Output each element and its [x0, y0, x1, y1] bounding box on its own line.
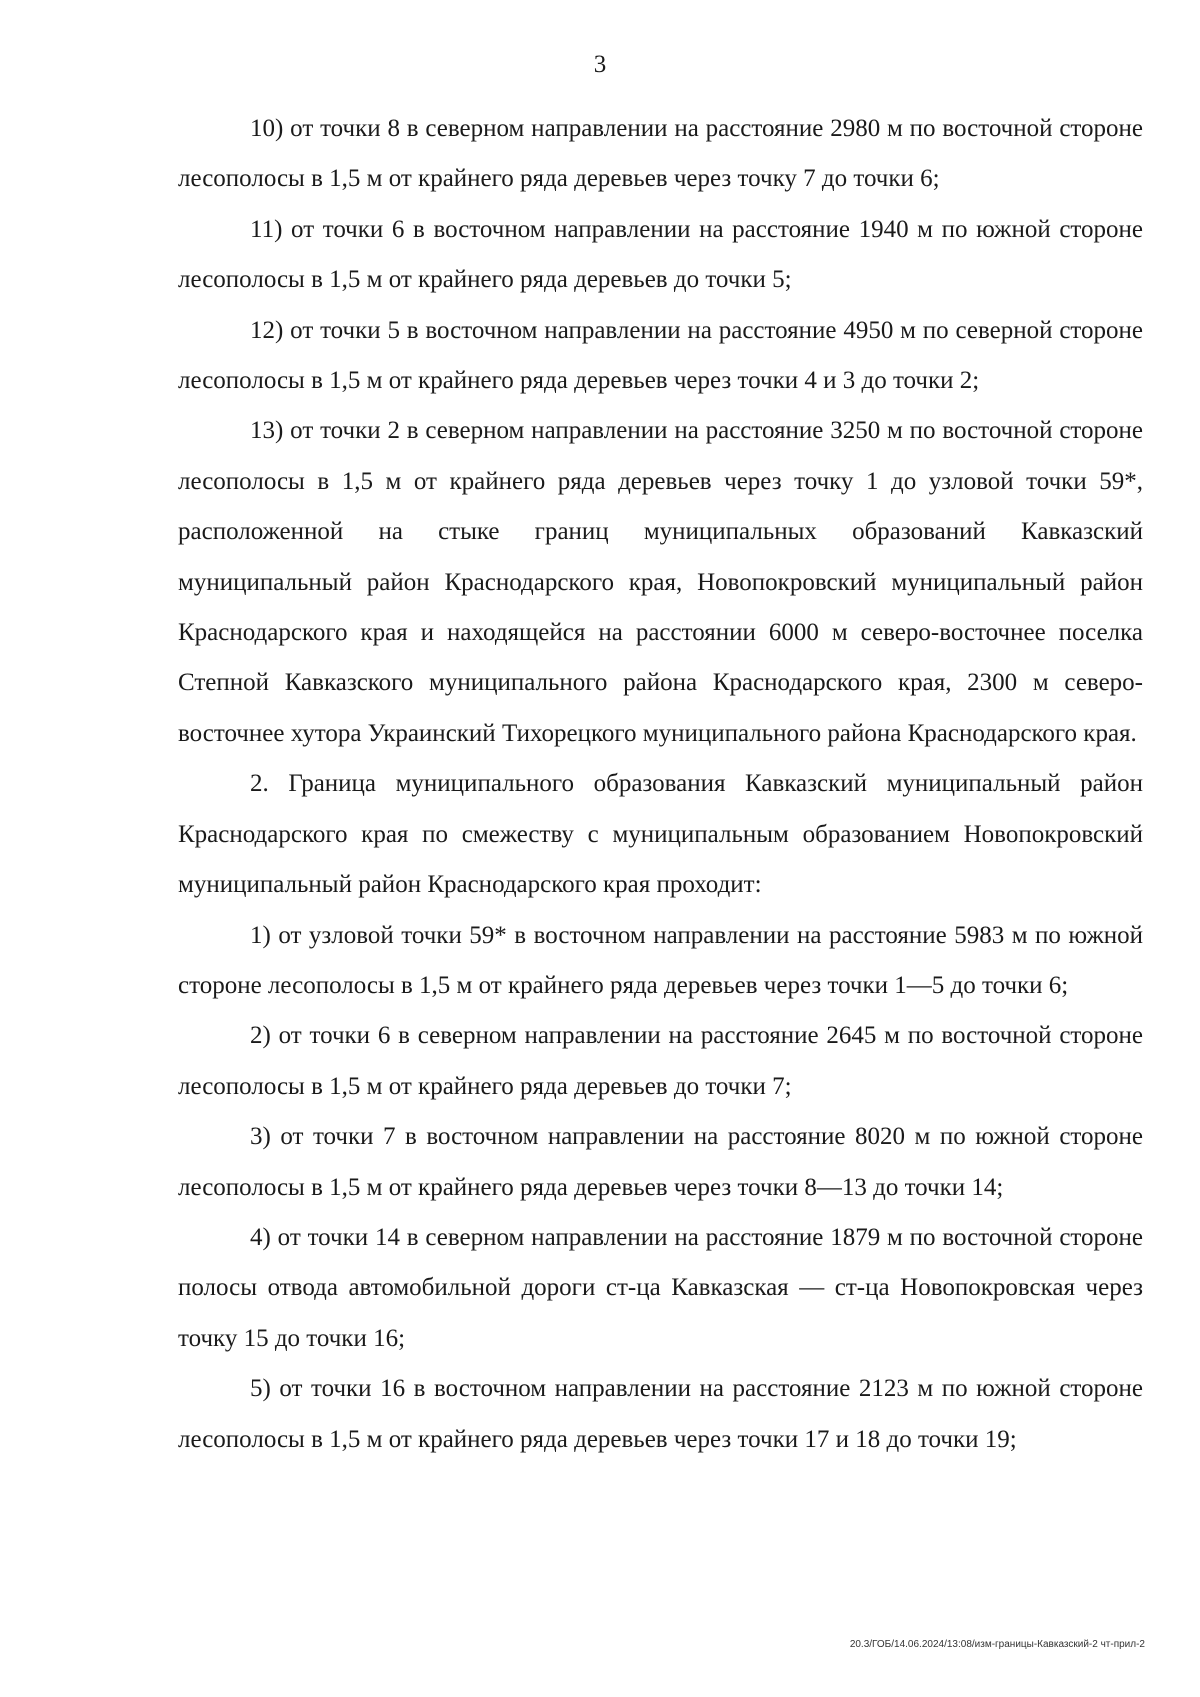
paragraph-item-5: 5) от точки 16 в восточном направлении на расстояние 2123 м по южной стороне лесополосы в 1,5 м от крайнего ряда деревьев через точки 17 и 18 до точки 19;	[178, 1375, 1143, 1453]
paragraph-item-13: 13) от точки 2 в северном направлении на расстояние 3250 м по восточной стороне лесополосы в 1,5 м от крайнего ряда деревьев через точку 1 до узловой точки 59*, расположенной на стыке границ муниципальных образований Кавказский муниципальный район Краснодарского края, Новопокровский муниципальный район Краснодарского края и находящейся на расстоянии 6000 м северо-восточнее поселка Степной Кавказского муниципального района Краснодарского края, 2300 м северо-восточнее хутора Украинский Тихорецкого муниципального района Краснодарского края.	[178, 417, 1143, 747]
paragraph-item-4: 4) от точки 14 в северном направлении на расстояние 1879 м по восточной стороне полосы отвода автомобильной дороги ст-ца Кавказская — ст-ца Новопокровская через точку 15 до точки 16;	[178, 1223, 1143, 1352]
paragraph-section-2: 2. Граница муниципального образования Кавказский муниципальный район Краснодарского края по смежеству с муниципальным образованием Новопокровский муниципальный район Краснодарского края проходит:	[178, 770, 1143, 899]
paragraph-item-11: 11) от точки 6 в восточном направлении на расстояние 1940 м по южной стороне лесополосы в 1,5 м от крайнего ряда деревьев до точки 5;	[178, 215, 1143, 294]
footer-document-code: 20.3/ГОБ/14.06.2024/13:08/изм-границы-Кавказский-2 чт-прил-2	[849, 1639, 1145, 1650]
page-number: 3	[593, 51, 607, 78]
paragraph-item-10: 10) от точки 8 в северном направлении на расстояние 2980 м по восточной стороне лесополосы в 1,5 м от крайнего ряда деревьев через точку 7 до точки 6;	[178, 115, 1143, 193]
paragraph-item-1: 1) от узловой точки 59* в восточном направлении на расстояние 5983 м по южной стороне лесополосы в 1,5 м от крайнего ряда деревьев через точки 1—5 до точки 6;	[178, 921, 1143, 999]
paragraph-item-2: 2) от точки 6 в северном направлении на расстояние 2645 м по восточной стороне лесополосы в 1,5 м от крайнего ряда деревьев до точки 7;	[178, 1022, 1143, 1100]
paragraph-item-12: 12) от точки 5 в восточном направлении на расстояние 4950 м по северной стороне лесополосы в 1,5 м от крайнего ряда деревьев через точки 4 и 3 до точки 2;	[178, 316, 1143, 395]
paragraph-item-3: 3) от точки 7 в восточном направлении на расстояние 8020 м по южной стороне лесополосы в 1,5 м от крайнего ряда деревьев через точки 8—13 до точки 14;	[178, 1123, 1143, 1201]
document-body	[178, 104, 1143, 1465]
